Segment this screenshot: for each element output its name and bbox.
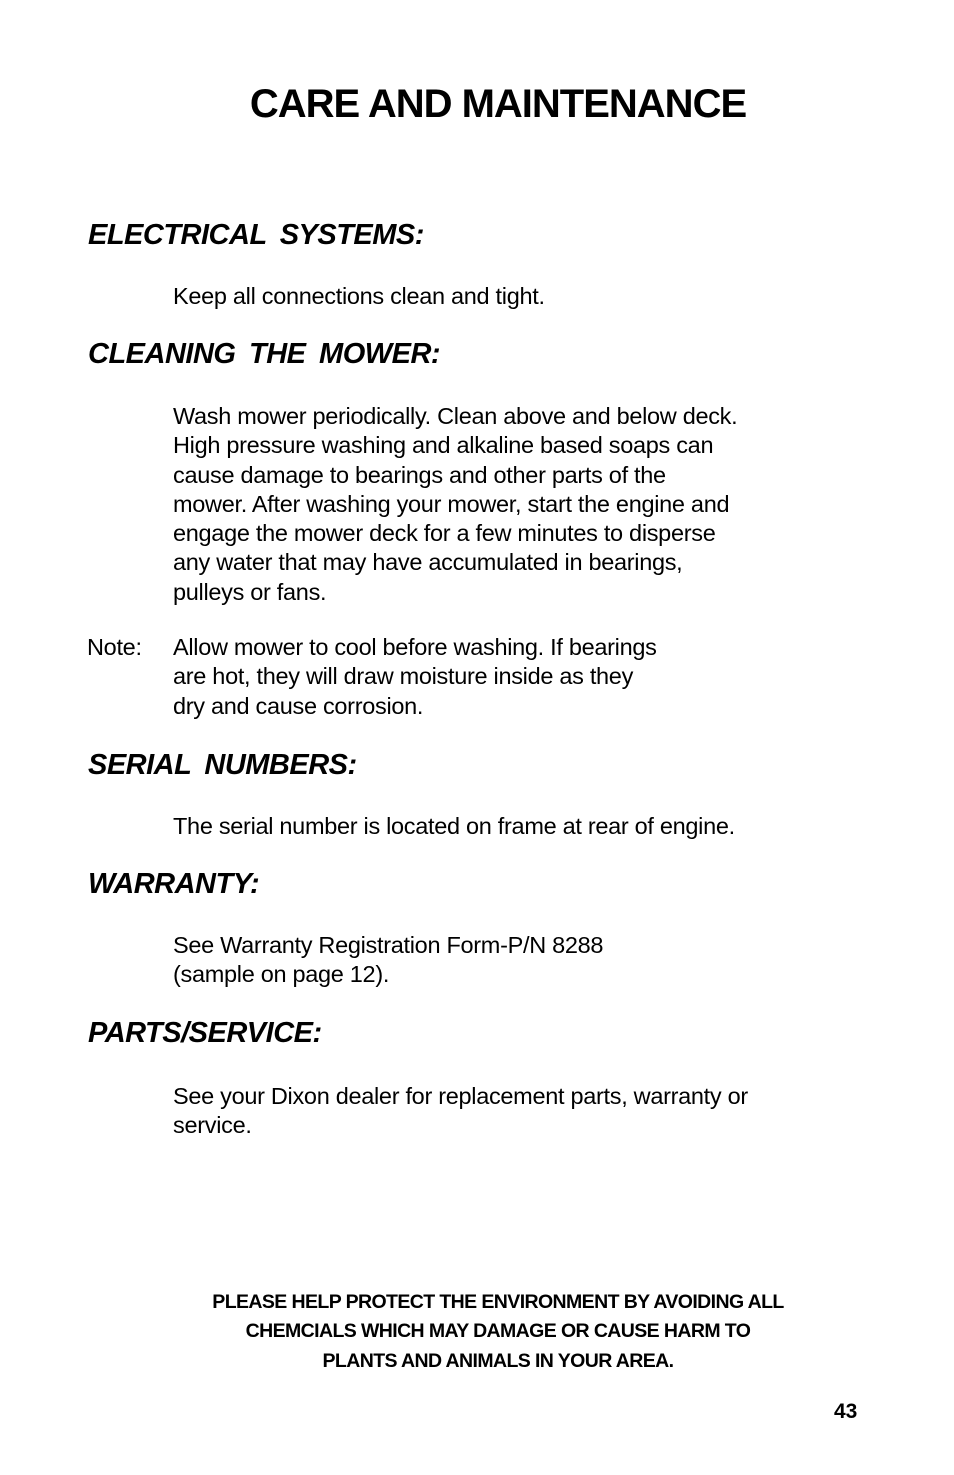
heading-serial-numbers: SERIAL NUMBERS: <box>88 749 357 781</box>
warranty-text <box>173 931 603 990</box>
text-line: service. <box>173 1112 252 1139</box>
text-line: Allow mower to cool before washing. If bearings <box>173 634 657 660</box>
cleaning-the-mower-text <box>173 402 737 607</box>
notice-line: CHEMCIALS WHICH MAY DAMAGE OR CAUSE HARM TO <box>245 1320 751 1343</box>
text-line: Wash mower periodically. Clean above and below deck. <box>173 403 738 429</box>
text-line: See Warranty Registration Form-P/N 8288 <box>173 932 604 958</box>
heading-electrical-systems: ELECTRICAL SYSTEMS: <box>88 219 424 251</box>
parts-service-text <box>173 1082 748 1141</box>
notice-line: PLEASE HELP PROTECT THE ENVIRONMENT BY AVOIDING ALL <box>212 1291 784 1313</box>
environment-notice <box>0 1288 954 1376</box>
text-line: (sample on page 12). <box>173 961 390 988</box>
note-label: Note: <box>87 634 142 660</box>
text-line: dry and cause corrosion. <box>173 692 424 719</box>
text-line: any water that may have accumulated in bearings, <box>173 549 683 576</box>
notice-line: PLANTS AND ANIMALS IN YOUR AREA. <box>322 1349 674 1372</box>
serial-numbers-text: The serial number is located on frame at rear of engine. <box>173 813 735 839</box>
text-line: cause damage to bearings and other parts of the <box>173 461 666 488</box>
text-line: pulleys or fans. <box>173 578 327 605</box>
electrical-systems-text: Keep all connections clean and tight. <box>173 283 545 309</box>
heading-parts-service: PARTS/SERVICE: <box>88 1017 322 1049</box>
text-line: engage the mower deck for a few minutes to disperse <box>173 520 716 547</box>
page-title: CARE AND MAINTENANCE <box>249 82 747 126</box>
text-line: See your Dixon dealer for replacement parts, warranty or <box>173 1083 748 1109</box>
text-line: mower. After washing your mower, start the engine and <box>173 490 730 517</box>
heading-warranty: WARRANTY: <box>88 868 260 900</box>
page-number: 43 <box>834 1400 858 1423</box>
heading-cleaning-the-mower: CLEANING THE MOWER: <box>88 338 441 370</box>
text-line: High pressure washing and alkaline based soaps can <box>173 432 714 459</box>
note-text <box>173 633 657 721</box>
text-line: are hot, they will draw moisture inside as they <box>173 663 634 690</box>
